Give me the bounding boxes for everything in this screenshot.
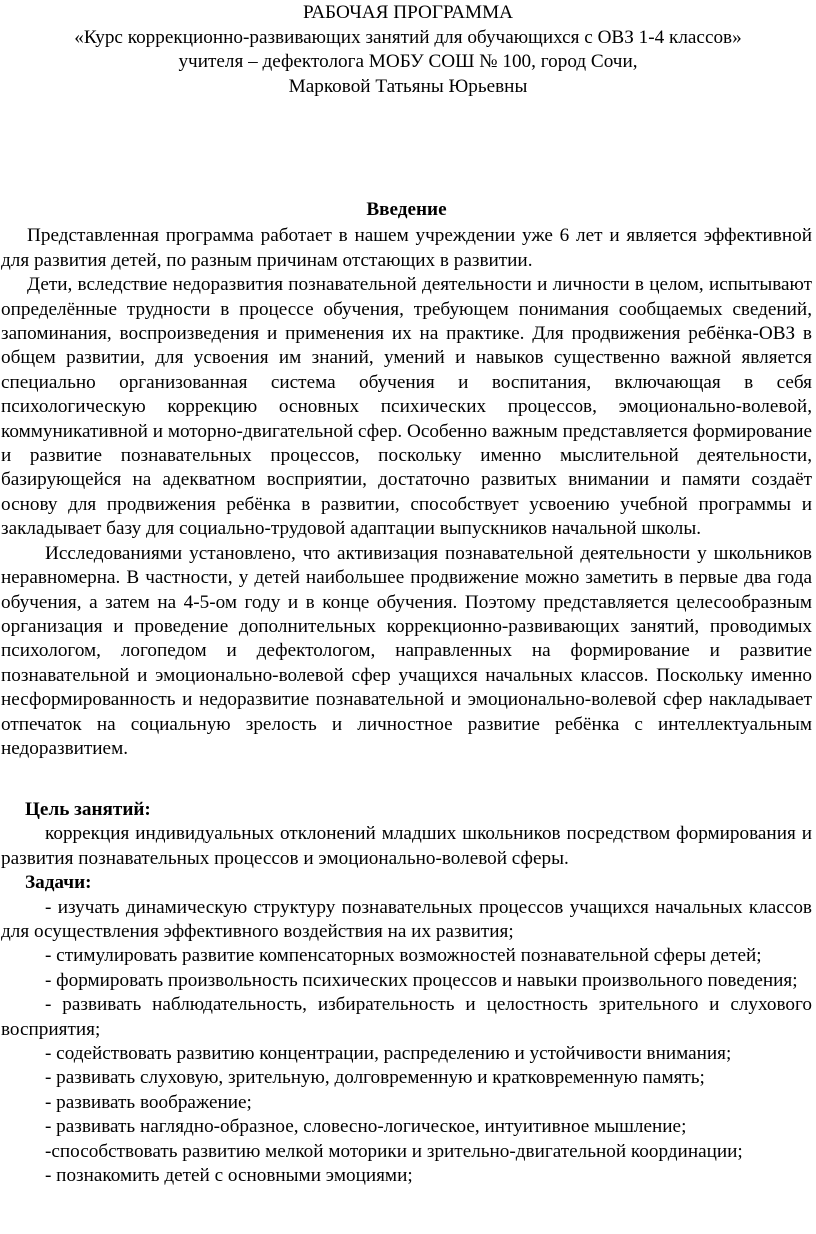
- goal-text: коррекция индивидуальных отклонений младших школьников посредством формирования и развития познавательных процессов и эмоционально-волевой сферы.: [1, 823, 812, 869]
- goal-and-tasks-section: [1, 798, 812, 1189]
- task-item: - содействовать развитию концентрации, распределению и устойчивости внимания;: [45, 1043, 732, 1065]
- introduction-section: [1, 198, 812, 761]
- program-title: РАБОЧАЯ ПРОГРАММА: [302, 2, 514, 23]
- goal-label: Цель занятий:: [25, 799, 151, 820]
- task-item: - изучать динамическую структуру познавательных процессов учащихся начальных классов для осуществления эффективного воздействия на их развития;: [1, 896, 812, 943]
- intro-paragraph-1: Представленная программа работает в нашем учреждении уже 6 лет и является эффективной для развития детей, по разным причинам отстающих в развитии.: [1, 225, 812, 271]
- tasks-label: Задачи:: [25, 872, 92, 894]
- document-header: [0, 1, 816, 99]
- introduction-heading: Введение: [366, 199, 447, 220]
- author-name: Марковой Татьяны Юрьевны: [288, 75, 528, 97]
- task-item: - формировать произвольность психических процессов и навыки произвольного поведения;: [45, 969, 798, 991]
- author-position: учителя – дефектолога МОБУ СОШ № 100, город Сочи,: [178, 51, 638, 72]
- task-item: -способствовать развитию мелкой моторики и зрительно-двигательной координации;: [45, 1140, 743, 1162]
- intro-paragraph-3: Исследованиями установлено, что активизация познавательной деятельности у школьников неравномерна. В частности, у детей наибольшее продвижение можно заметить в первые два года обучения, а затем на 4-5-ом году и в конце обучения. Поэтому представляется целесообразным организация и проведение дополнительных коррекционно-развивающих занятий, проводимых психологом, логопедом и дефектологом, направленных на формирование и развитие познавательной и эмоционально-волевой сфер учащихся начальных классов. Поскольку именно несформированность и недоразвитие познавательной и эмоционально-волевой сфер накладывает отпечаток на социальную зрелость и личностное развитие ребёнка с интеллектуальным недоразвитием.: [1, 542, 812, 759]
- task-item: - развивать наглядно-образное, словесно-логическое, интуитивное мышление;: [45, 1116, 687, 1138]
- task-item: - познакомить детей с основными эмоциями;: [45, 1165, 413, 1187]
- task-item: - развивать воображение;: [45, 1091, 252, 1113]
- intro-paragraph-2: Дети, вследствие недоразвития познавательной деятельности и личности в целом, испытывают определённые трудности в процессе обучения, требующем понимания сообщаемых сведений, запоминания, воспроизведения и применения их на практике. Для продвижения ребёнка-ОВЗ в общем развитии, для усвоения им знаний, умений и навыков существенно важной является специально организованная система обучения и воспитания, включающая в себя психологическую коррекцию основных психических процессов, эмоционально-волевой, коммуникативной и моторно-двигательной сфер. Особенно важным представляется формирование и развитие познавательных процессов, поскольку именно мыслительной деятельности, базирующейся на адекватном восприятии, достаточно развитых внимании и памяти создаёт основу для продвижения ребёнка в развитии, способствует усвоению учебной программы и закладывает базу для социально-трудовой адаптации выпускников начальной школы.: [1, 274, 812, 540]
- task-item: - развивать слуховую, зрительную, долговременную и кратковременную память;: [45, 1067, 705, 1089]
- task-item: - развивать наблюдательность, избирательность и целостность зрительного и слухового восприятия;: [1, 994, 812, 1040]
- task-item: - стимулировать развитие компенсаторных возможностей познавательной сферы детей;: [45, 945, 762, 967]
- course-title: «Курс коррекционно-развивающих занятий для обучающихся с ОВЗ 1-4 классов»: [74, 26, 742, 48]
